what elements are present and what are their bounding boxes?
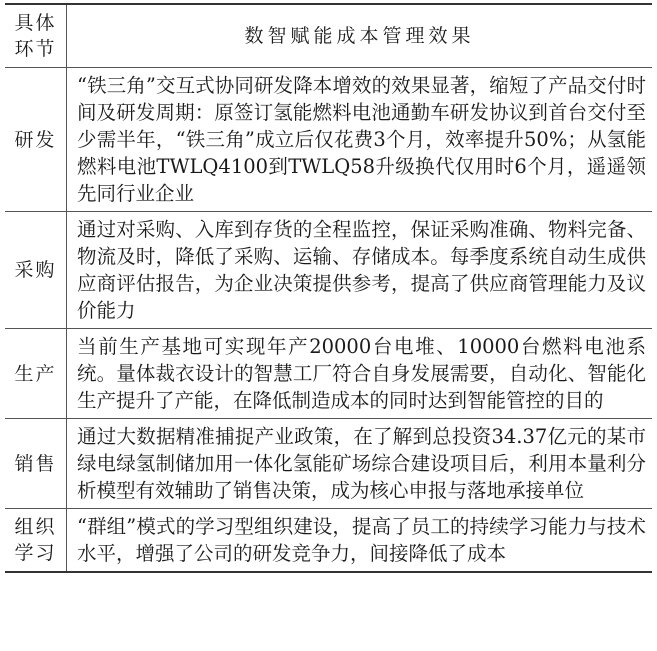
effect-cell: “群组”模式的学习型组织建设，提高了员工的持续学习能力与技术水平，增强了公司的研发竞争力，间接降低了成本 xyxy=(77,515,646,565)
table-row-sales xyxy=(5,418,652,508)
stage-cell: 生产 xyxy=(5,329,67,418)
table-row-org-learning xyxy=(5,508,652,571)
effect-cell: “铁三角”交互式协同研发降本增效的效果显著，缩短了产品交付时间及研发周期：原签订氢能燃料电池通勤车研发协议到首台交付至少需半年，“铁三角”成立后仅花费3个月，效率提升50%；从氢能燃料电池TWLQ4100到TWLQ58升级换代仅用时6个月，遥遥领先同行业企业 xyxy=(77,74,646,205)
table-row-procurement xyxy=(5,211,652,328)
stage-cell: 销售 xyxy=(5,419,67,508)
header-stage-label: 具体环节 xyxy=(5,5,67,67)
cost-management-table xyxy=(5,3,652,573)
table-header-row xyxy=(5,5,652,67)
table-row-rnd xyxy=(5,67,652,211)
effect-cell: 当前生产基地可实现年产20000台电堆、10000台燃料电池系统。量体裁衣设计的智慧工厂符合自身发展需要，自动化、智能化生产提升了产能，在降低制造成本的同时达到智能管控的目的 xyxy=(77,335,646,412)
stage-cell: 研发 xyxy=(5,68,67,211)
effect-cell: 通过大数据精准捕捉产业政策，在了解到总投资34.37亿元的某市绿电绿氢制储加用一体化氢能矿场综合建设项目后，利用本量利分析模型有效辅助了销售决策，成为核心申报与落地承接单位 xyxy=(77,425,646,502)
table-row-production xyxy=(5,328,652,418)
stage-cell: 组织学习 xyxy=(5,509,67,571)
header-effect-label: 数智赋能成本管理效果 xyxy=(244,24,475,47)
effect-cell: 通过对采购、入库到存货的全程监控，保证采购准确、物料完备、物流及时，降低了采购、运输、存储成本。每季度系统自动生成供应商评估报告，为企业决策提供参考，提高了供应商管理能力及议价能力 xyxy=(77,218,646,322)
stage-cell: 采购 xyxy=(5,212,67,328)
